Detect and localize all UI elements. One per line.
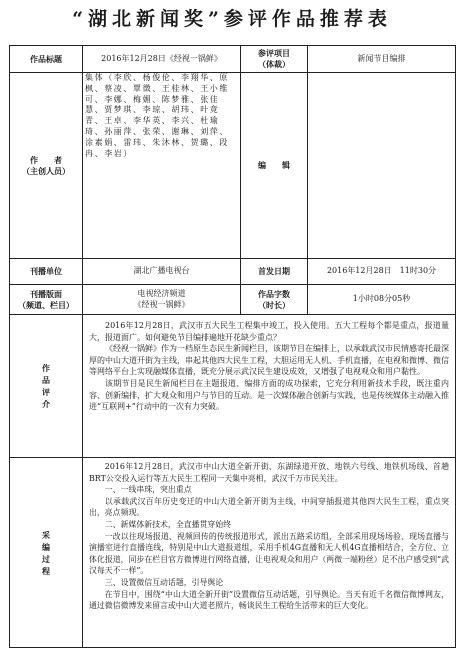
program-name: 《经视一锅鲜》 <box>133 299 190 309</box>
process-text <box>83 458 456 648</box>
work-title-value: 2016年12月28日《经视一锅鲜》 <box>83 46 241 73</box>
evaluation-paragraph: 《经视一锅鲜》作为一档原生态民生新闻栏目，该期节目在编排上，以承载武汉市民情感寄托最深厚的中山大道开街为主线，串起其他四大民生工程，大胆运用无人机、手机直播，在电视和微博、微信等网络平台上实现融媒体直播，既充分展示武汉民生建设成效，又增强了电视观众和用户黏性。 <box>89 344 449 377</box>
length-label-line1: 作品字数 <box>258 288 290 299</box>
category-value: 新闻节目编排 <box>308 46 456 73</box>
unit-row <box>10 259 456 285</box>
intro-row <box>10 315 456 458</box>
category-label <box>241 46 308 73</box>
authors-label <box>10 73 83 259</box>
length-value: 1小时08分05秒 <box>308 285 456 315</box>
channel-label <box>10 285 83 315</box>
process-heading: 一、一线串珠，突出重点 <box>104 485 192 495</box>
process-paragraph: 2016年12月28日，武汉市中山大道全新开街、东湖绿道开放、地铁六号线、地铁机场线、首趟BRT公交投入运行等五大民生工程同一天集中亮相，武汉千万市民关注。 <box>89 462 449 483</box>
first-release-date-value: 2016年12月28日 11时30分 <box>308 259 456 285</box>
recommendation-form-table <box>9 45 456 648</box>
evaluation-paragraph: 2016年12月28日，武汉市五大民生工程集中竣工，投入使用。五大工程每个都是重点，报道量大，报道面广。如何避免节目编排遍地开花缺少重点？ <box>89 321 449 342</box>
evaluation-label-char: 评 <box>42 387 50 397</box>
process-paragraph: 以承载武汉百年历史变迁的中山大道全新开街为主线，中间穿插报道其他四大民生工程，重点突出，亮点频现。 <box>89 496 449 518</box>
process-label <box>10 458 83 648</box>
work-title-label: 作品标题 <box>10 46 83 73</box>
editor-value <box>308 73 456 259</box>
channel-name: 电视经济频道 <box>137 288 186 298</box>
channel-value <box>83 285 241 315</box>
first-release-date-label: 首发日期 <box>241 259 308 285</box>
process-label-char: 程 <box>42 565 50 576</box>
evaluation-paragraph: 该期节目是民生新闻栏目在主题报道、编排方面的成功探索，它充分利用新技术手段，既注重内容、创新编排，扩大观众和用户与节目的互动。是一次媒体融合创新与实践，也是传统媒体主动融入推进“互联网+”行动中的一次有力突破。 <box>89 378 449 412</box>
channel-label-line1: 刊播版面 <box>30 288 62 299</box>
evaluation-label-char: 介 <box>42 399 50 409</box>
category-label-line1: 参评项目 <box>258 48 290 59</box>
channel-row <box>10 285 456 315</box>
evaluation-text <box>83 315 456 458</box>
page-title: “湖北新闻奖”参评作品推荐表 <box>72 8 392 30</box>
channel-label-line2: （频道、栏目） <box>18 299 74 310</box>
authors-names: 集体（李欣、杨俊伦、李翔华、原枫、蔡凌、覃徴、王桂林、王小维可、李娜、梅媚、陈梦雅、张佳慧、贾梦琪、李琼、胡玮、叶竟青、王卓、李华英、李兴、杜瑜琦、孙丽萍、张荣、谢琳、刘萍、涂素娟、雷玮、朱沐林、贺璐、段冉、李岩） <box>83 73 241 259</box>
process-label-char: 采 <box>42 529 50 540</box>
publisher-value: 湖北广播电视台 <box>83 259 241 285</box>
length-label-line2: （时长） <box>258 299 290 310</box>
title-row <box>10 46 456 73</box>
authors-label-line2: （主创人员） <box>22 165 70 176</box>
process-label-char: 过 <box>42 553 50 564</box>
process-paragraph: 一改以往现场报道、视频回传的传统报道形式，派出五路采访组，全部采用现场场验、现场直播与演播室进行直播连线，特别是中山大道报道组，采用手机4G直播和无人机4G直播相结合，全方位、立体化报道，同步在栏目官方微博进行网络直播，让电视观众和用户（两微一端粉丝）足不出户感受到“武汉每天不一样”。 <box>89 531 449 576</box>
authors-label-line1: 作 者 <box>30 154 62 165</box>
process-row <box>10 458 456 648</box>
process-paragraph: 在节目中，围绕“中山大道全新开街”设置微信互动话题，引导舆论。当天有近千名微信微博网友，通过微信微博发来留言或中山大道老照片，畅谈民生工程给生活带来的巨大变化。 <box>89 589 449 611</box>
category-label-line2: （体裁） <box>258 59 290 69</box>
evaluation-label <box>10 315 83 458</box>
evaluation-label-char: 作 <box>42 363 50 373</box>
authors-row <box>10 73 456 259</box>
editor-label: 编 辑 <box>241 73 308 259</box>
process-heading: 二、新媒体新技术，全直播贯穿始终 <box>104 520 232 530</box>
process-heading: 三、设置微信互动话题，引导舆论 <box>104 578 224 588</box>
publisher-label: 刊播单位 <box>10 259 83 285</box>
process-label-char: 编 <box>42 541 50 552</box>
length-label <box>241 285 308 315</box>
evaluation-label-char: 品 <box>42 375 50 385</box>
